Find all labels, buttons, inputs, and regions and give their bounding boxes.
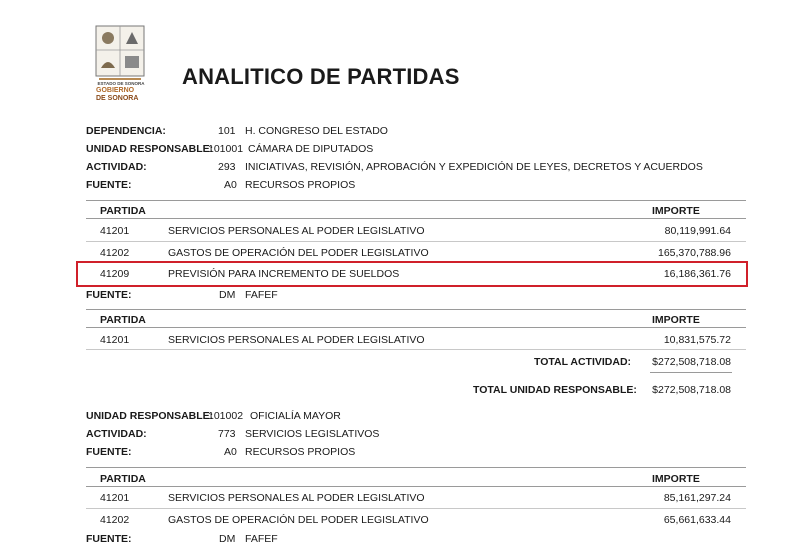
unidad-code: 101001 xyxy=(208,143,244,155)
table-header-importe: IMPORTE xyxy=(652,205,700,217)
fuente-name: RECURSOS PROPIOS xyxy=(245,179,356,191)
fuente2-code: DM xyxy=(219,533,236,545)
row-divider xyxy=(86,349,746,350)
table-header-partida: PARTIDA xyxy=(100,473,146,485)
fuente-label: FUENTE: xyxy=(86,446,132,458)
table-row-importe: 16,186,361.76 xyxy=(663,268,731,280)
actividad-name: INICIATIVAS, REVISIÓN, APROBACIÓN Y EXPEDICIÓN DE LEYES, DECRETOS Y ACUERDOS xyxy=(245,161,703,173)
fuente2-code: DM xyxy=(219,289,236,301)
table-header-partida: PARTIDA xyxy=(100,314,146,326)
actividad-label: ACTIVIDAD: xyxy=(86,428,147,440)
table-row-partida: 41201 xyxy=(100,334,130,346)
table-row-partida: 41202 xyxy=(100,514,130,526)
fuente-code: A0 xyxy=(224,446,237,458)
table-header-rule xyxy=(86,327,746,328)
table-header-importe: IMPORTE xyxy=(652,473,700,485)
table-row-desc: GASTOS DE OPERACIÓN DEL PODER LEGISLATIVO xyxy=(168,514,429,526)
table-header-rule xyxy=(86,218,746,219)
unidad-name: OFICIALÍA MAYOR xyxy=(250,410,341,422)
total-unidad-label: TOTAL UNIDAD RESPONSABLE: xyxy=(473,384,637,396)
page-title: ANALITICO DE PARTIDAS xyxy=(182,64,460,89)
logo-caption-line2: DE SONORA xyxy=(96,95,139,102)
table-row-importe: 65,661,633.44 xyxy=(663,514,731,526)
dependencia-label: DEPENDENCIA: xyxy=(86,125,166,137)
actividad-label: ACTIVIDAD: xyxy=(86,161,147,173)
total-actividad-label: TOTAL ACTIVIDAD: xyxy=(534,356,632,368)
table-row-partida: 41201 xyxy=(100,492,130,504)
table-row-partida: 41202 xyxy=(100,247,130,259)
fuente2-label: FUENTE: xyxy=(86,289,132,301)
total-actividad-value: $272,508,718.08 xyxy=(652,356,731,368)
table-row-partida: 41201 xyxy=(100,225,130,237)
total-unidad-value: $272,508,718.08 xyxy=(652,384,731,396)
dependencia-name: H. CONGRESO DEL ESTADO xyxy=(245,125,388,137)
table-row-desc: SERVICIOS PERSONALES AL PODER LEGISLATIVO xyxy=(168,334,425,346)
gobierno-sonora-logo xyxy=(93,24,147,106)
unidad-label: UNIDAD RESPONSABLE: xyxy=(86,410,214,422)
table-top-rule xyxy=(86,467,746,468)
table-top-rule xyxy=(86,309,746,310)
total-rule xyxy=(650,372,732,373)
table-header-partida: PARTIDA xyxy=(100,205,146,217)
row-divider xyxy=(86,508,746,509)
table-row-importe: 80,119,991.64 xyxy=(664,225,731,237)
table-row-importe: 10,831,575.72 xyxy=(663,334,731,346)
fuente-code: A0 xyxy=(224,179,237,191)
table-header-rule xyxy=(86,486,746,487)
logo-caption-line1: GOBIERNO xyxy=(96,87,135,94)
logo-caption-small: ESTADO DE SONORA xyxy=(97,81,145,86)
actividad-code: 773 xyxy=(218,428,236,440)
table-row-desc: PREVISIÓN PARA INCREMENTO DE SUELDOS xyxy=(168,268,400,280)
fuente2-label: FUENTE: xyxy=(86,533,132,545)
unidad-code: 101002 xyxy=(208,410,244,422)
actividad-name: SERVICIOS LEGISLATIVOS xyxy=(245,428,380,440)
table-row-desc: GASTOS DE OPERACIÓN DEL PODER LEGISLATIVO xyxy=(168,247,429,259)
unidad-name: CÁMARA DE DIPUTADOS xyxy=(248,143,374,155)
table-row-importe: 165,370,788.96 xyxy=(658,247,731,259)
highlight-box xyxy=(76,261,748,287)
row-divider xyxy=(86,241,746,242)
table-row-importe: 85,161,297.24 xyxy=(663,492,731,504)
fuente-name: RECURSOS PROPIOS xyxy=(245,446,356,458)
actividad-code: 293 xyxy=(218,161,236,173)
fuente2-name: FAFEF xyxy=(245,289,278,301)
dependencia-code: 101 xyxy=(218,125,236,137)
table-row-desc: SERVICIOS PERSONALES AL PODER LEGISLATIVO xyxy=(168,492,425,504)
table-row-partida: 41209 xyxy=(100,268,130,280)
fuente2-name: FAFEF xyxy=(245,533,278,545)
table-header-importe: IMPORTE xyxy=(652,314,700,326)
table-top-rule xyxy=(86,200,746,201)
unidad-label: UNIDAD RESPONSABLE: xyxy=(86,143,214,155)
table-row-desc: SERVICIOS PERSONALES AL PODER LEGISLATIVO xyxy=(168,225,425,237)
fuente-label: FUENTE: xyxy=(86,179,132,191)
